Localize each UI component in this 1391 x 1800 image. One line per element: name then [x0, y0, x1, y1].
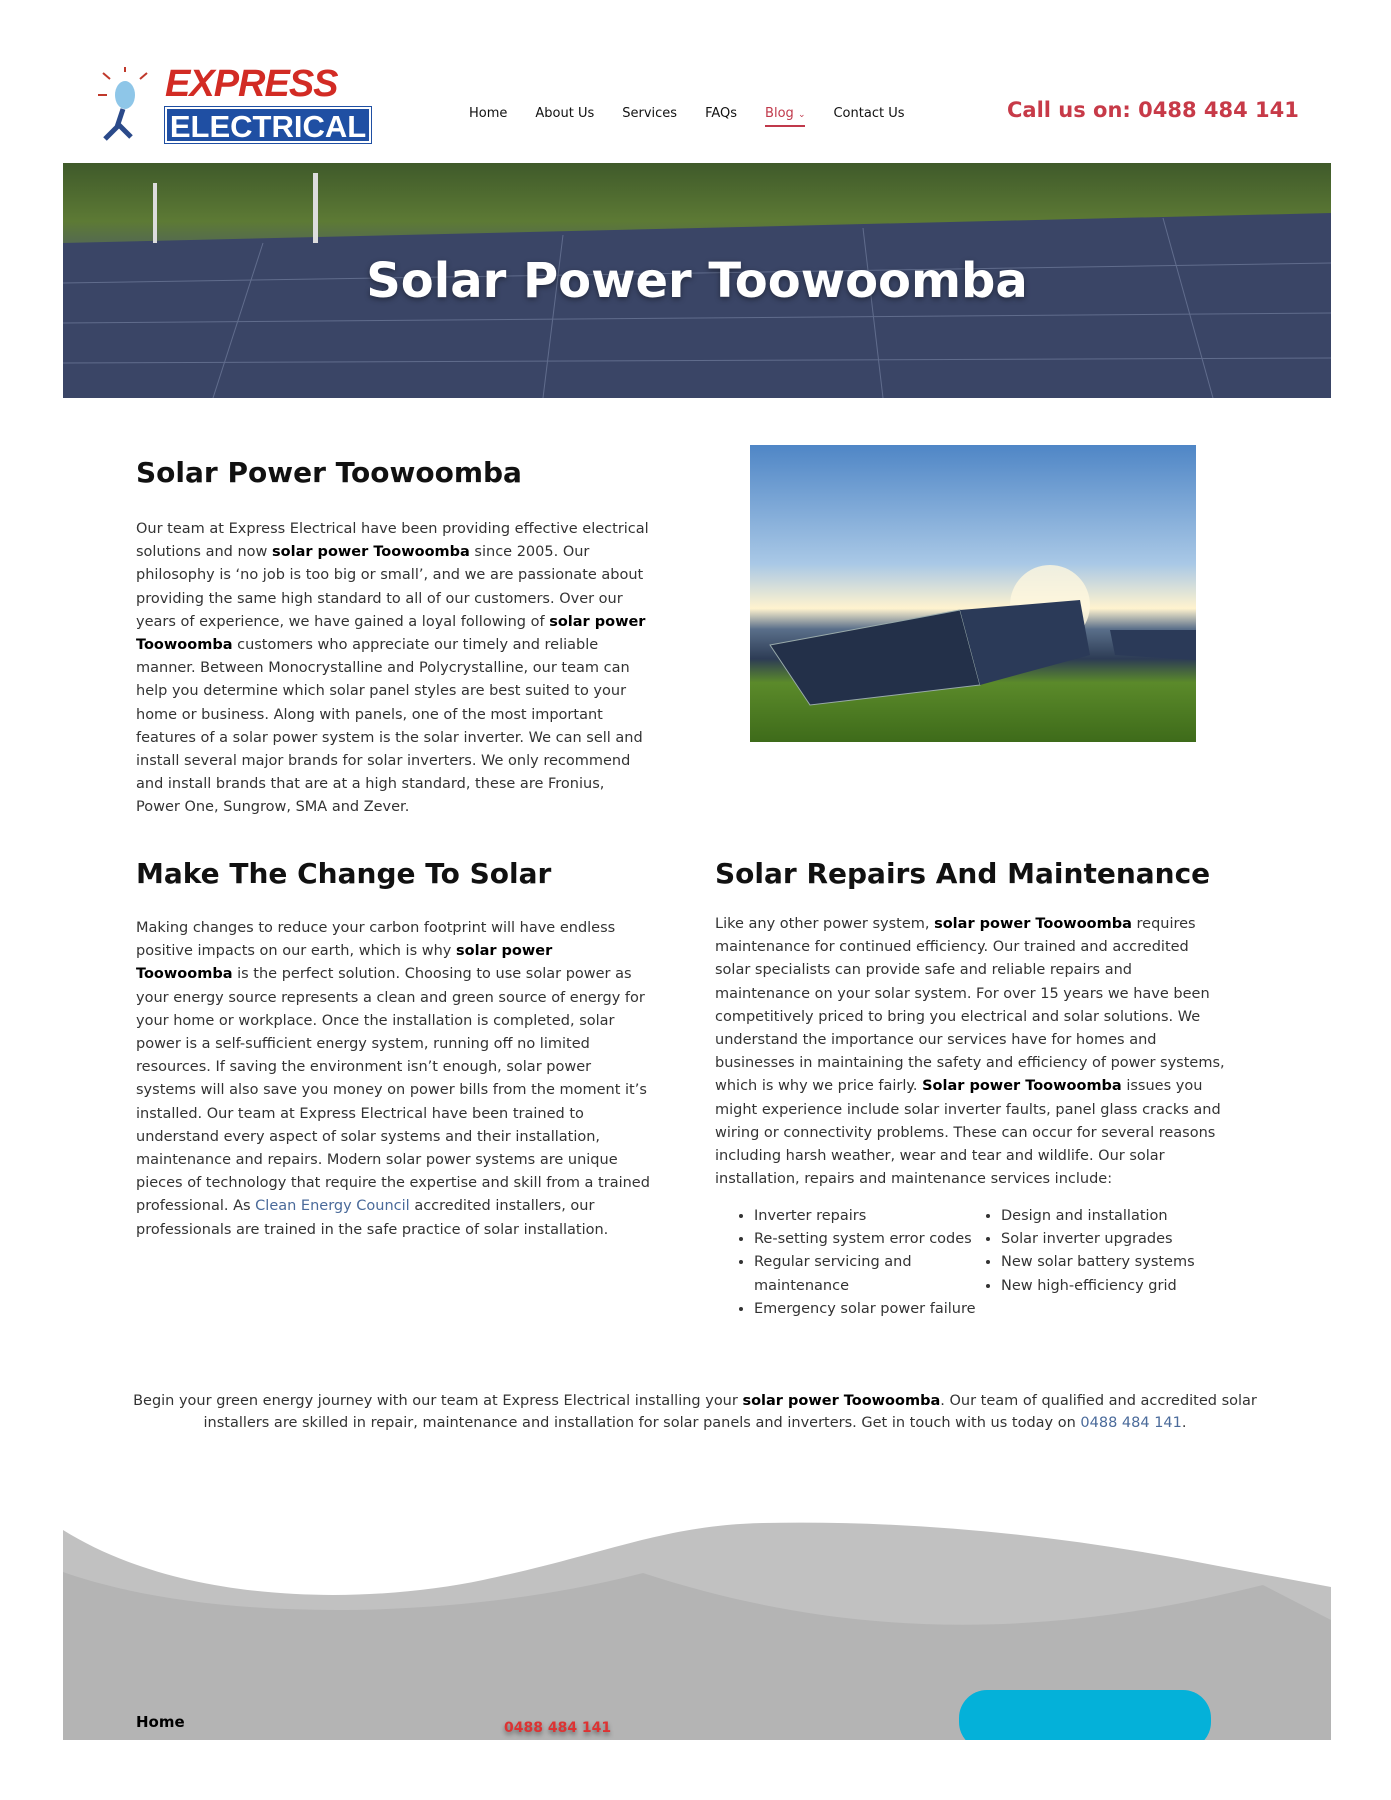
nav-blog[interactable] [765, 106, 805, 127]
list-item: • New solar battery systems [1001, 1251, 1223, 1274]
footer [63, 1495, 1331, 1740]
section-heading: Solar Repairs And Maintenance [715, 857, 1211, 890]
nav-faqs[interactable]: FAQs [705, 106, 738, 121]
bold-text: solar power Toowoomba [136, 613, 646, 654]
nav-home[interactable]: Home [469, 106, 508, 121]
nav-blog-label: Blog [765, 106, 794, 121]
list-item: • Emergency solar power failure [754, 1298, 976, 1321]
list-item: • Inverter repairs [754, 1205, 976, 1228]
section-paragraph [136, 518, 652, 820]
bold-text: solar power Toowoomba [272, 544, 470, 561]
text: requires maintenance for continued efficiency. Our trained and accredited solar specialists can provide safe and reliable repairs and maintenance on your solar system. For over 15 years we have been competitively priced to bring you electrical and solar solutions. We understand the importance our services have for homes and businesses in maintaining the safety and efficiency of power systems, which is why we price fairly. [715, 916, 1225, 1095]
text: since 2005. Our philosophy is ‘no job is too big or small’, and we are passionate about providing the same high standard to all of our customers. Over our years of experience, we have gained a loyal following of [136, 544, 644, 630]
text: issues you might experience include solar inverter faults, panel glass cracks and wiring or connectivity problems. These can occur for several reasons including harsh weather, wear and tear and wildlife. Our solar installation, repairs and maintenance services include: [715, 1078, 1221, 1188]
text: Like any other power system, [715, 916, 935, 932]
list-item: • New high-efficiency grid [1001, 1275, 1223, 1298]
nav-services[interactable]: Services [622, 106, 678, 121]
text: accredited installers, our professionals are trained in the safe practice of solar installation. [136, 1198, 609, 1238]
phone-link[interactable]: 0488 484 141 [1080, 1415, 1182, 1431]
list-item: • Regular servicing and maintenance [754, 1251, 976, 1297]
clean-energy-council-link[interactable]: Clean Energy Council [255, 1198, 410, 1215]
logo-text-bottom: ELECTRICAL [165, 107, 371, 143]
list-item: • Design and installation [1001, 1205, 1223, 1228]
section-paragraph [136, 917, 652, 1242]
text: Our team at Express Electrical have been providing effective electrical solutions and now [136, 521, 649, 561]
logo-text-top: EXPRESS [165, 63, 338, 105]
list-item: • Re-setting system error codes [754, 1228, 976, 1251]
text: is the perfect solution. Choosing to use solar power as your energy source represents a clean and green source of energy for your home or workplace. Once the installation is completed, solar power is a self-sufficient energy system, running off no limited resources. If saving the environment isn’t enough, solar power systems will also save you money on power bills from the moment it’s installed. Our team at Express Electrical have been trained to understand every aspect of solar systems and their installation, maintenance and repairs. Modern solar power systems are unique pieces of technology that require the expertise and skill from a trained professional. As [136, 966, 650, 1215]
hero-title: Solar Power Toowoomba [366, 253, 1028, 309]
closing-paragraph [130, 1390, 1260, 1434]
solar-field-image [750, 445, 1196, 742]
footer-phone[interactable]: 0488 484 141 [504, 1720, 612, 1736]
section-heading: Make The Change To Solar [136, 857, 552, 890]
bold-text: solar power Toowoomba [934, 916, 1132, 932]
services-list-right [983, 1205, 1223, 1298]
bold-text: Solar power Toowoomba [922, 1078, 1122, 1095]
section-paragraph [715, 913, 1225, 1191]
text: customers who appreciate our timely and reliable manner. Between Monocrystalline and Polycrystalline, our team can help you determine which solar panel styles are best suited to your home or business. Along with panels, one of the most important features of a solar power system is the solar inverter. We can sell and install several major brands for solar inverters. We only recommend and install brands that are at a high standard, these are Fronius, Power One, Sungrow, SMA and Zever. [136, 637, 643, 816]
hero-banner [63, 163, 1331, 398]
nav-about[interactable]: About Us [535, 106, 595, 121]
footer-cta-button[interactable] [959, 1690, 1211, 1740]
nav-contact[interactable]: Contact Us [833, 106, 905, 121]
text: . [1181, 1415, 1187, 1431]
chevron-down-icon: ⌄ [797, 110, 806, 120]
bold-text: solar power Toowoomba [742, 1393, 941, 1409]
services-list-left [736, 1205, 976, 1321]
bold-text: solar power Toowoomba [136, 943, 553, 983]
solar-array-graphic [750, 445, 1196, 742]
footer-home-link[interactable]: Home [136, 1713, 185, 1731]
call-us-phone[interactable]: Call us on: 0488 484 141 [1007, 98, 1299, 122]
section-heading: Solar Power Toowoomba [136, 456, 522, 489]
text: Making changes to reduce your carbon footprint will have endless positive impacts on our earth, which is why [136, 920, 616, 960]
main-nav [469, 106, 904, 127]
list-item: • Solar inverter upgrades [1001, 1228, 1223, 1251]
text: Begin your green energy journey with our team at Express Electrical installing your [133, 1393, 743, 1409]
logo[interactable] [95, 63, 375, 147]
text: . Our team of qualified and accredited solar installers are skilled in repair, maintenance and installation for solar panels and inverters. Get in touch with us today on [203, 1393, 1257, 1431]
